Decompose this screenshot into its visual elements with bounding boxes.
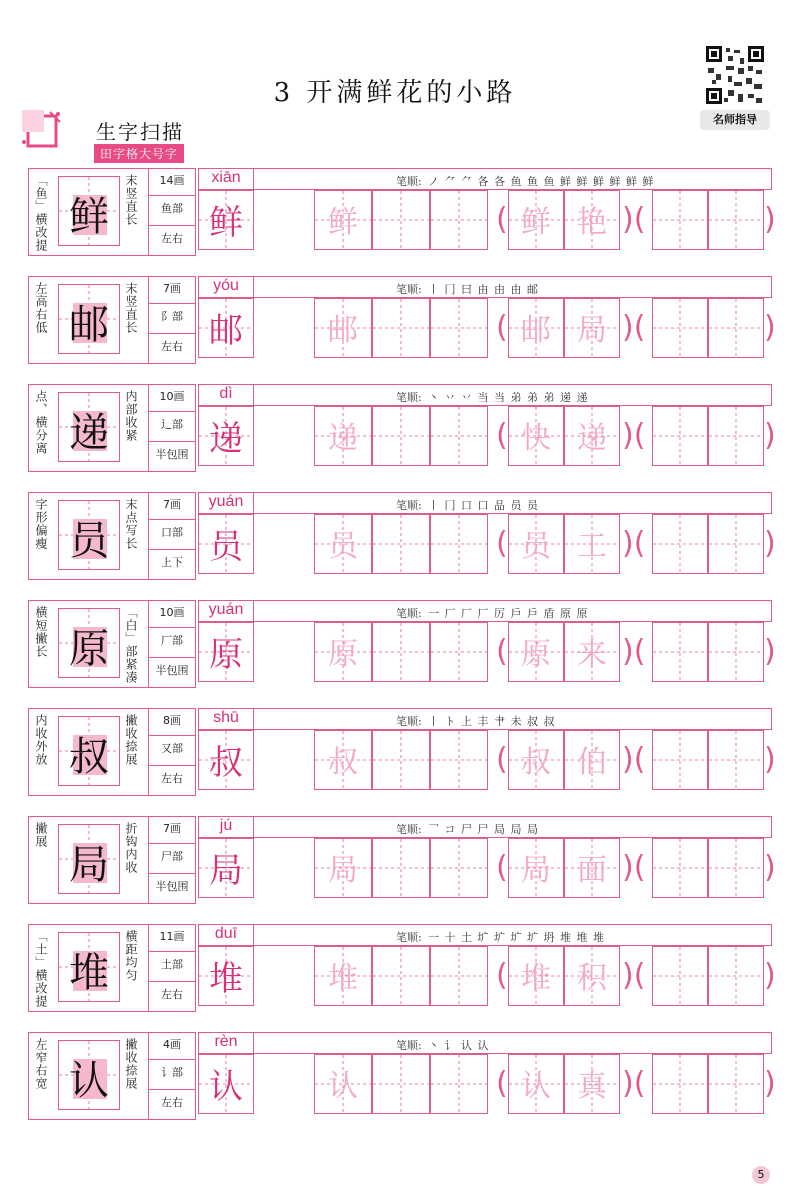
stroke-order-line — [254, 1032, 772, 1054]
main-character: 员 — [69, 518, 109, 564]
write-box-empty — [372, 298, 430, 358]
character-row — [28, 276, 776, 364]
word-character-1: 邮 — [521, 313, 551, 348]
write-box-empty — [430, 190, 488, 250]
radical: 鱼部 — [161, 202, 183, 215]
divider — [149, 735, 195, 736]
stroke-order-label: 笔顺: — [396, 391, 422, 404]
writing-tip-left: 左窄右宽 — [34, 1038, 48, 1090]
word-character-2: 艳 — [577, 205, 607, 240]
word-box-empty — [708, 298, 764, 358]
radical: 阝部 — [161, 310, 183, 323]
paren-open: ( — [496, 1066, 508, 1101]
main-character: 局 — [69, 842, 109, 888]
pinyin: dì — [219, 385, 233, 402]
word-box — [564, 514, 620, 574]
stroke-count: 4画 — [163, 1038, 181, 1051]
word-box — [508, 298, 564, 358]
section-header — [14, 102, 214, 164]
word-box — [564, 1054, 620, 1114]
paren-close: ) — [764, 310, 776, 345]
word-character-2: 局 — [577, 313, 607, 348]
section-subheading: 田字格大号字 — [94, 144, 184, 163]
word-character-1: 叔 — [521, 745, 551, 780]
pinyin: duī — [214, 925, 238, 942]
word-box-empty — [652, 838, 708, 898]
write-box-trace — [314, 838, 372, 898]
paren-open: ( — [496, 526, 508, 561]
stroke-order-label: 笔顺: — [396, 1039, 422, 1052]
character-info — [148, 1032, 197, 1120]
paren-open: ( — [496, 418, 508, 453]
write-box-empty — [372, 622, 430, 682]
character-info — [148, 708, 197, 796]
word-character-1: 认 — [521, 1069, 551, 1104]
write-box-model — [198, 298, 254, 358]
character-row — [28, 168, 776, 256]
stroke-count: 14画 — [159, 174, 185, 187]
write-box-trace — [314, 1054, 372, 1114]
paren-open: ( — [496, 850, 508, 885]
trace-character: 鲜 — [328, 205, 358, 240]
stroke-order: 丨 ト 上 丰 肀 未 叔 叔 — [428, 715, 556, 728]
main-character: 原 — [69, 626, 109, 672]
character-info — [148, 168, 197, 256]
stroke-order-label: 笔顺: — [396, 607, 422, 620]
qr-label: 名师指导 — [700, 110, 770, 130]
write-box-empty — [430, 730, 488, 790]
pinyin: yuán — [208, 493, 244, 510]
radical: 讠部 — [161, 1066, 183, 1079]
word-box — [564, 946, 620, 1006]
character-row — [28, 384, 776, 472]
write-box-trace — [314, 946, 372, 1006]
radical: 土部 — [161, 958, 183, 971]
paren-close: ) — [764, 742, 776, 777]
character-box — [58, 932, 120, 1002]
word-box-empty — [708, 838, 764, 898]
model-character: 鲜 — [209, 203, 243, 243]
paren-open: ( — [496, 958, 508, 993]
divider — [149, 333, 195, 334]
pinyin: shū — [213, 709, 239, 726]
write-box-model — [198, 1054, 254, 1114]
write-box-empty — [430, 406, 488, 466]
write-box-empty — [372, 514, 430, 574]
writing-tip-left: 字形偏瘦 — [34, 498, 48, 550]
character-info — [148, 276, 197, 364]
stroke-order: 丶 丷 丷 当 当 弟 弟 弟 递 递 — [428, 391, 589, 404]
word-box — [508, 730, 564, 790]
stroke-order-label: 笔顺: — [396, 175, 422, 188]
character-box — [58, 1040, 120, 1110]
stroke-order: 丶 讠 认 认 — [428, 1039, 490, 1052]
word-character-1: 局 — [521, 853, 551, 888]
divider — [149, 981, 195, 982]
stroke-order-line — [254, 708, 772, 730]
pinyin-box — [198, 168, 254, 190]
paren-open: ( — [496, 310, 508, 345]
word-box-empty — [708, 946, 764, 1006]
word-box-empty — [708, 406, 764, 466]
structure: 半包围 — [155, 448, 189, 461]
structure: 左右 — [161, 772, 183, 785]
trace-character: 局 — [328, 853, 358, 888]
paren-close: )( — [622, 850, 646, 885]
paren-close: )( — [622, 310, 646, 345]
word-box-empty — [652, 514, 708, 574]
paren-close: )( — [622, 202, 646, 237]
writing-tip-left: 左高右低 — [34, 282, 48, 334]
qr-code[interactable] — [700, 42, 770, 130]
stroke-order-label: 笔顺: — [396, 823, 422, 836]
writing-tip-left: 「鱼」横改提 — [34, 174, 48, 252]
word-box — [508, 622, 564, 682]
word-box — [564, 622, 620, 682]
character-info — [148, 384, 197, 472]
structure: 左右 — [161, 1096, 183, 1109]
character-box — [58, 176, 120, 246]
paren-close: )( — [622, 742, 646, 777]
stroke-count: 8画 — [163, 714, 181, 727]
character-box — [58, 284, 120, 354]
write-box-model — [198, 190, 254, 250]
word-box-empty — [708, 190, 764, 250]
main-character: 递 — [69, 410, 109, 456]
write-box-empty — [372, 946, 430, 1006]
main-character: 叔 — [69, 734, 109, 780]
write-box-empty — [430, 838, 488, 898]
word-box-empty — [708, 514, 764, 574]
divider — [149, 843, 195, 844]
stroke-order: 丨 冂 曰 由 由 由 邮 — [428, 283, 539, 296]
stroke-order-line — [254, 816, 772, 838]
paren-close: ) — [764, 1066, 776, 1101]
divider — [149, 627, 195, 628]
word-box — [508, 838, 564, 898]
word-character-1: 堆 — [521, 961, 551, 996]
pinyin: yóu — [213, 277, 239, 294]
structure: 左右 — [161, 340, 183, 353]
word-box — [508, 1054, 564, 1114]
stroke-order-line — [254, 384, 772, 406]
pinyin: rèn — [214, 1033, 238, 1050]
character-info — [148, 816, 197, 904]
stroke-count: 10画 — [159, 390, 185, 403]
pinyin-box — [198, 708, 254, 730]
stroke-order-label: 笔顺: — [396, 283, 422, 296]
stroke-order-label: 笔顺: — [396, 715, 422, 728]
word-character-1: 原 — [521, 637, 551, 672]
write-box-trace — [314, 190, 372, 250]
write-box-model — [198, 838, 254, 898]
writing-tip-left: 「土」横改提 — [34, 930, 48, 1008]
divider — [149, 195, 195, 196]
writing-tip-right: 撇收捺展 — [124, 714, 138, 766]
stroke-order: ノ ⺈ ⺈ 各 各 鱼 鱼 鱼 鲜 鲜 鲜 鲜 鲜 鲜 — [428, 175, 655, 188]
word-box-empty — [652, 1054, 708, 1114]
paren-open: ( — [496, 742, 508, 777]
character-row — [28, 816, 776, 904]
write-box-empty — [372, 730, 430, 790]
stroke-order-label: 笔顺: — [396, 499, 422, 512]
paren-close: ) — [764, 202, 776, 237]
pinyin: yuán — [208, 601, 244, 618]
writing-tip-right: 折钩内收 — [124, 822, 138, 874]
divider — [149, 873, 195, 874]
stroke-order-line — [254, 924, 772, 946]
stroke-count: 7画 — [163, 282, 181, 295]
character-row — [28, 1032, 776, 1120]
stroke-order: 一 十 土 圹 圹 圹 圹 坍 堆 堆 堆 — [428, 931, 605, 944]
word-box — [564, 190, 620, 250]
divider — [149, 657, 195, 658]
character-info — [148, 600, 197, 688]
structure: 左右 — [161, 988, 183, 1001]
main-character: 鲜 — [69, 194, 109, 240]
write-box-empty — [372, 838, 430, 898]
character-scan-icon — [20, 108, 62, 154]
writing-tip-left: 点、横分离 — [34, 390, 48, 455]
divider — [149, 549, 195, 550]
pinyin-box — [198, 1032, 254, 1054]
character-box — [58, 392, 120, 462]
pinyin-box — [198, 384, 254, 406]
paren-close: )( — [622, 418, 646, 453]
character-row — [28, 708, 776, 796]
writing-tip-right: 撇收捺展 — [124, 1038, 138, 1090]
write-box-trace — [314, 622, 372, 682]
stroke-order: 乛 コ 尸 尸 局 局 局 — [428, 823, 539, 836]
structure: 左右 — [161, 232, 183, 245]
divider — [149, 303, 195, 304]
paren-close: )( — [622, 958, 646, 993]
model-character: 递 — [209, 419, 243, 459]
radical: 尸部 — [161, 850, 183, 863]
model-character: 认 — [209, 1067, 243, 1107]
word-character-2: 真 — [577, 1069, 607, 1104]
character-row — [28, 924, 776, 1012]
character-row — [28, 492, 776, 580]
word-box — [564, 298, 620, 358]
paren-close: ) — [764, 418, 776, 453]
stroke-order-line — [254, 276, 772, 298]
writing-tip-left: 撇展 — [34, 822, 48, 848]
stroke-order-label: 笔顺: — [396, 931, 422, 944]
word-box — [564, 838, 620, 898]
word-box-empty — [708, 1054, 764, 1114]
divider — [149, 519, 195, 520]
word-character-1: 快 — [521, 421, 551, 456]
write-box-empty — [430, 1054, 488, 1114]
word-box — [508, 190, 564, 250]
writing-tip-right: 末竖直长 — [124, 282, 138, 334]
word-character-1: 员 — [521, 529, 551, 564]
writing-tip-right: 末竖直长 — [124, 174, 138, 226]
stroke-order-line — [254, 168, 772, 190]
word-box-empty — [652, 190, 708, 250]
word-character-2: 积 — [577, 961, 607, 996]
write-box-model — [198, 730, 254, 790]
paren-close: ) — [764, 634, 776, 669]
write-box-trace — [314, 514, 372, 574]
stroke-count: 10画 — [159, 606, 185, 619]
divider — [149, 765, 195, 766]
stroke-count: 11画 — [159, 930, 185, 943]
word-box — [508, 946, 564, 1006]
model-character: 局 — [209, 851, 243, 891]
word-character-2: 伯 — [577, 745, 607, 780]
radical: 又部 — [161, 742, 183, 755]
character-info — [148, 924, 197, 1012]
stroke-order: 丨 冂 口 口 品 员 员 — [428, 499, 539, 512]
character-box — [58, 500, 120, 570]
stroke-count: 7画 — [163, 498, 181, 511]
qr-code-icon — [704, 44, 766, 106]
model-character: 员 — [209, 527, 243, 567]
character-info — [148, 492, 197, 580]
page-title: 3 开满鲜花的小路 — [273, 78, 517, 108]
write-box-trace — [314, 406, 372, 466]
word-box-empty — [652, 406, 708, 466]
write-box-empty — [430, 622, 488, 682]
model-character: 邮 — [209, 311, 243, 351]
pinyin: xiān — [211, 169, 241, 186]
writing-tip-right: 横距均匀 — [124, 930, 138, 982]
word-character-2: 工 — [577, 529, 607, 564]
trace-character: 叔 — [328, 745, 358, 780]
structure: 半包围 — [155, 664, 189, 677]
stroke-order-line — [254, 600, 772, 622]
divider — [149, 411, 195, 412]
paren-close: )( — [622, 526, 646, 561]
writing-tip-right: 末点写长 — [124, 498, 138, 550]
writing-tip-right: 内部收紧 — [124, 390, 138, 442]
pinyin-box — [198, 600, 254, 622]
divider — [149, 951, 195, 952]
paren-close: ) — [764, 526, 776, 561]
word-box — [508, 514, 564, 574]
word-box — [564, 730, 620, 790]
trace-character: 认 — [328, 1069, 358, 1104]
character-box — [58, 608, 120, 678]
stroke-order-line — [254, 492, 772, 514]
paren-close: )( — [622, 634, 646, 669]
writing-tip-left: 内收外放 — [34, 714, 48, 766]
radical: 厂部 — [161, 634, 183, 647]
paren-open: ( — [496, 202, 508, 237]
paren-close: ) — [764, 958, 776, 993]
write-box-model — [198, 406, 254, 466]
pinyin-box — [198, 276, 254, 298]
word-box — [508, 406, 564, 466]
model-character: 堆 — [209, 959, 243, 999]
trace-character: 堆 — [328, 961, 358, 996]
pinyin-box — [198, 492, 254, 514]
word-character-2: 来 — [577, 637, 607, 672]
write-box-model — [198, 946, 254, 1006]
write-box-empty — [372, 406, 430, 466]
write-box-trace — [314, 730, 372, 790]
main-character: 认 — [69, 1058, 109, 1104]
word-box-empty — [708, 622, 764, 682]
write-box-empty — [372, 1054, 430, 1114]
main-character: 堆 — [69, 950, 109, 996]
word-box-empty — [708, 730, 764, 790]
trace-character: 员 — [328, 529, 358, 564]
divider — [149, 1059, 195, 1060]
write-box-empty — [430, 946, 488, 1006]
pinyin: jú — [219, 817, 233, 834]
pinyin-box — [198, 924, 254, 946]
word-box — [564, 406, 620, 466]
write-box-model — [198, 514, 254, 574]
word-box-empty — [652, 622, 708, 682]
word-character-1: 鲜 — [521, 205, 551, 240]
model-character: 原 — [209, 635, 243, 675]
pinyin-box — [198, 816, 254, 838]
paren-open: ( — [496, 634, 508, 669]
main-character: 邮 — [69, 302, 109, 348]
divider — [149, 225, 195, 226]
character-box — [58, 824, 120, 894]
trace-character: 邮 — [328, 313, 358, 348]
write-box-empty — [430, 298, 488, 358]
structure: 上下 — [161, 556, 183, 569]
paren-close: )( — [622, 1066, 646, 1101]
trace-character: 原 — [328, 637, 358, 672]
write-box-empty — [430, 514, 488, 574]
radical: 辶部 — [161, 418, 183, 431]
character-row — [28, 600, 776, 688]
word-character-2: 递 — [577, 421, 607, 456]
word-box-empty — [652, 298, 708, 358]
paren-close: ) — [764, 850, 776, 885]
trace-character: 递 — [328, 421, 358, 456]
write-box-trace — [314, 298, 372, 358]
word-character-2: 面 — [577, 853, 607, 888]
write-box-model — [198, 622, 254, 682]
word-box-empty — [652, 946, 708, 1006]
model-character: 叔 — [209, 743, 243, 783]
word-box-empty — [652, 730, 708, 790]
radical: 口部 — [161, 526, 183, 539]
stroke-order: 一 厂 厂 厂 厉 戶 戶 盾 原 原 — [428, 607, 589, 620]
structure: 半包围 — [155, 880, 189, 893]
page-number: 5 — [752, 1166, 770, 1184]
write-box-empty — [372, 190, 430, 250]
writing-tip-right: 「白」部紧凑 — [124, 606, 138, 684]
section-heading: 生字扫描 — [96, 120, 184, 144]
stroke-count: 7画 — [163, 822, 181, 835]
divider — [149, 1089, 195, 1090]
writing-tip-left: 横短撇长 — [34, 606, 48, 658]
divider — [149, 441, 195, 442]
character-box — [58, 716, 120, 786]
